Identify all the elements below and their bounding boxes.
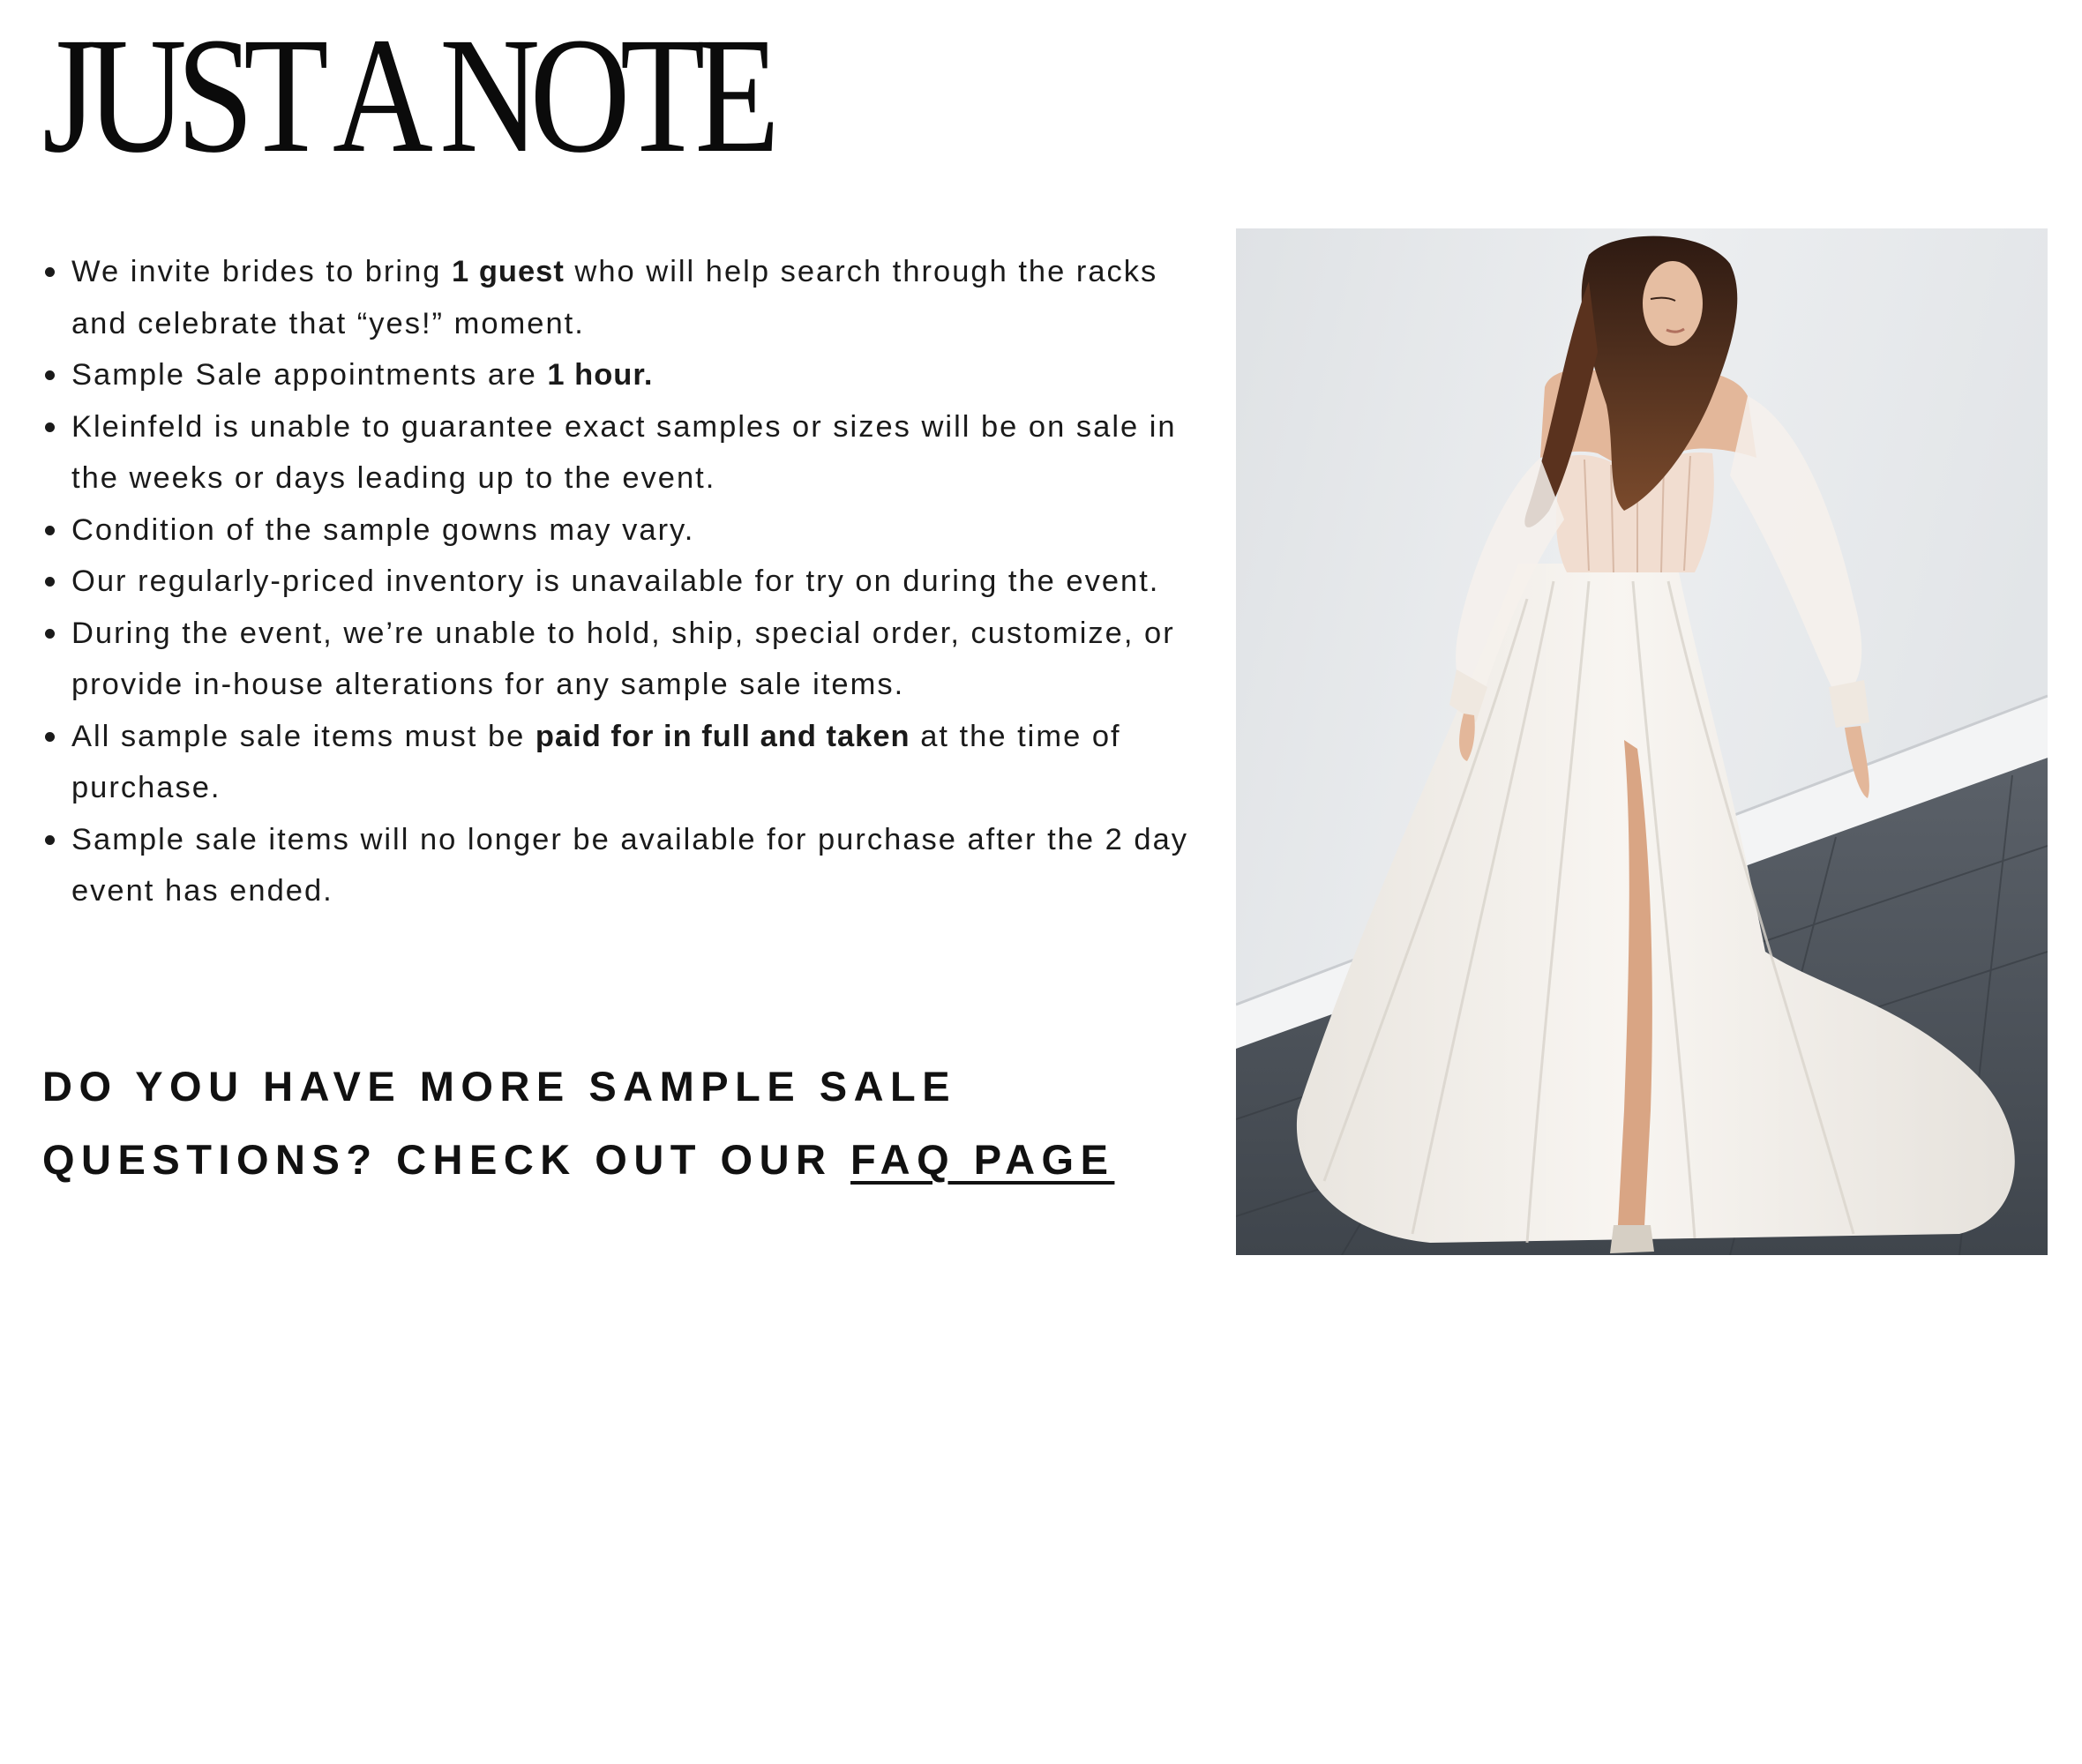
notes-list [42, 246, 1216, 917]
face [1643, 261, 1703, 346]
shoe [1610, 1225, 1654, 1253]
list-item: Sample sale items will no longer be available for purchase after the 2 day event has ended. [42, 814, 1216, 917]
right-cuff [1829, 680, 1869, 728]
list-item: Condition of the sample gowns may vary. [42, 505, 1216, 557]
list-item: Our regularly-priced inventory is unavailable for try on during the event. [42, 556, 1216, 608]
faq-heading-line2: QUESTIONS? CHECK OUT OUR [42, 1136, 851, 1183]
page-title: JUST A NOTE [42, 3, 770, 187]
faq-heading [42, 1050, 1216, 1196]
bride-gown-photo [1236, 228, 2048, 1255]
list-item: Sample Sale appointments are 1 hour. [42, 349, 1216, 401]
list-item: Kleinfeld is unable to guarantee exact samples or sizes will be on sale in the weeks or days leading up to the event. [42, 401, 1216, 505]
list-item: During the event, we’re unable to hold, ship, special order, customize, or provide in-house alterations for any sample sale items. [42, 608, 1216, 711]
faq-page-link[interactable]: FAQ PAGE [850, 1136, 1115, 1183]
bride-gown-illustration [1236, 228, 2048, 1255]
faq-heading-line1: DO YOU HAVE MORE SAMPLE SALE [42, 1063, 957, 1110]
list-item: We invite brides to bring 1 guest who will help search through the racks and celebrate that “yes!” moment. [42, 246, 1216, 349]
list-item: All sample sale items must be paid for in full and taken at the time of purchase. [42, 711, 1216, 814]
